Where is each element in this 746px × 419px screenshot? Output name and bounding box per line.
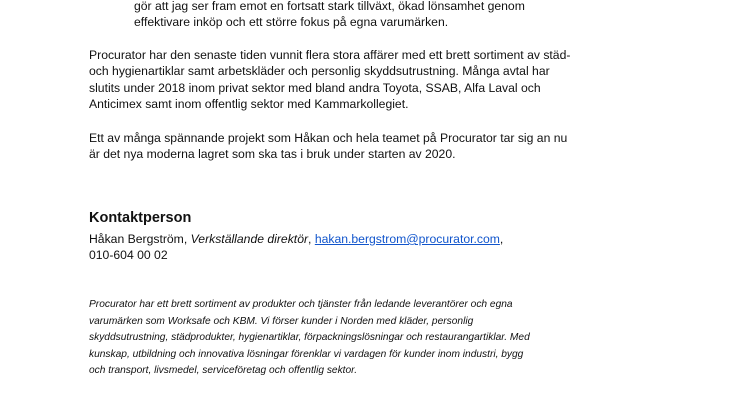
text-line: gör att jag ser fram emot en fortsatt stark tillväxt, ökad lönsamhet genom xyxy=(134,0,525,13)
contact-heading: Kontaktperson xyxy=(89,210,192,226)
contact-email-link[interactable]: hakan.bergstrom@procurator.com xyxy=(314,232,500,246)
contact-email-separator: , xyxy=(499,232,504,246)
contact-title-separator: , xyxy=(308,232,312,246)
body-paragraph-2 xyxy=(89,130,609,163)
quote-continuation xyxy=(134,0,654,31)
contact-name: Håkan Bergström, xyxy=(89,232,188,246)
contact-details xyxy=(89,231,503,263)
body-paragraph-1 xyxy=(89,47,609,113)
text-line: Anticimex samt inom offentlig sektor med Kammarkollegiet. xyxy=(89,97,409,112)
about-line: kunskap, utbildning och innovativa lösningar förenklar vi vardagen för kunder inom industri, bygg xyxy=(89,348,524,360)
text-line: effektivare inköp och ett större fokus på egna varumärken. xyxy=(134,15,449,30)
text-line: slutits under 2018 inom privat sektor med bland andra Toyota, SSAB, Alfa Laval och xyxy=(89,80,541,95)
about-line: Procurator har ett brett sortiment av produkter och tjänster från ledande leverantörer och egna xyxy=(89,299,513,310)
contact-phone: 010-604 00 02 xyxy=(89,248,168,262)
contact-line xyxy=(89,231,503,247)
text-line: är det nya moderna lagret som ska tas i bruk under starten av 2020. xyxy=(89,147,456,162)
about-line: skyddsutrustning, städprodukter, hygienartiklar, förpackningslösningar och restaurangartiklar. Med xyxy=(89,332,530,344)
about-line: varumärken som Worksafe och KBM. Vi förser kunder i Norden med kläder, personlig xyxy=(89,315,474,327)
text-line: Procurator har den senaste tiden vunnit flera stora affärer med ett brett sortiment av städ- xyxy=(89,48,571,62)
text-line: och hygienartiklar samt arbetskläder och personlig skyddsutrustning. Många avtal har xyxy=(89,64,550,79)
text-line: Ett av många spännande projekt som Håkan och hela teamet på Procurator tar sig an nu xyxy=(89,131,568,145)
about-boilerplate xyxy=(89,297,530,380)
contact-title: Verkställande direktör xyxy=(190,232,309,246)
about-line: och transport, livsmedel, serviceföretag och offentlig sektor. xyxy=(89,365,358,377)
